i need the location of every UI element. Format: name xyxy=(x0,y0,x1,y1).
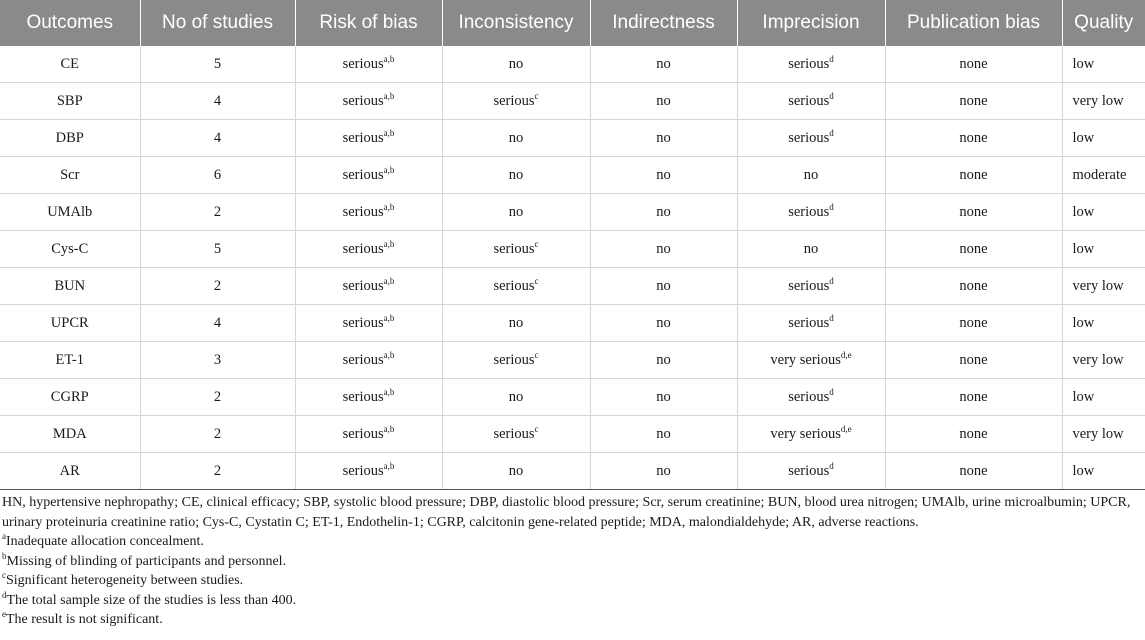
table-row xyxy=(0,416,1145,453)
cell-no-of-studies-text: 2 xyxy=(213,277,222,294)
cell-outcome-text: DBP xyxy=(55,129,84,146)
cell-inconsistency xyxy=(442,342,590,379)
cell-publication-bias xyxy=(885,453,1062,490)
footnote-marker: c xyxy=(534,275,539,286)
table-row xyxy=(0,379,1145,416)
cell-risk-of-bias xyxy=(295,46,442,83)
table-row xyxy=(0,231,1145,268)
cell-quality-text: very low xyxy=(1072,277,1124,294)
cell-inconsistency-text: serious xyxy=(493,277,535,294)
cell-imprecision-text: serious xyxy=(788,462,830,479)
cell-outcome-text: SBP xyxy=(56,92,83,109)
cell-imprecision xyxy=(737,268,885,305)
cell-outcome-text: AR xyxy=(59,462,80,479)
footnote-marker: d,e xyxy=(840,349,852,360)
cell-outcome xyxy=(0,46,140,83)
cell-inconsistency-text: no xyxy=(508,462,524,479)
cell-no-of-studies-text: 4 xyxy=(213,129,222,146)
cell-quality xyxy=(1062,342,1145,379)
cell-imprecision-text: very serious xyxy=(770,425,841,442)
footnote-mark: d xyxy=(2,589,7,600)
footnote-marker: a,b xyxy=(383,460,395,471)
footnote-marker: d xyxy=(829,53,834,64)
cell-imprecision xyxy=(737,379,885,416)
footnote-marker: a,b xyxy=(383,90,395,101)
header-imprecision: Imprecision xyxy=(737,0,885,46)
cell-indirectness xyxy=(590,231,737,268)
cell-quality-text: low xyxy=(1072,129,1095,146)
table-header-row xyxy=(0,0,1145,46)
cell-quality xyxy=(1062,379,1145,416)
footnote-marker: a,b xyxy=(383,423,395,434)
footnote-item xyxy=(2,532,1142,552)
cell-inconsistency-text: no xyxy=(508,388,524,405)
cell-no-of-studies-text: 2 xyxy=(213,388,222,405)
table-row xyxy=(0,268,1145,305)
cell-publication-bias xyxy=(885,46,1062,83)
cell-risk-of-bias-text: serious xyxy=(342,351,384,368)
cell-indirectness-text: no xyxy=(656,388,671,405)
cell-indirectness xyxy=(590,83,737,120)
cell-publication-bias-text: none xyxy=(959,462,988,479)
cell-imprecision-text: no xyxy=(803,240,819,257)
cell-no-of-studies-text: 3 xyxy=(213,351,222,368)
footnote-marker: a,b xyxy=(383,127,395,138)
footnote-marker: a,b xyxy=(383,238,395,249)
cell-quality-text: very low xyxy=(1072,351,1124,368)
cell-outcome xyxy=(0,342,140,379)
cell-publication-bias-text: none xyxy=(959,203,988,220)
cell-publication-bias-text: none xyxy=(959,388,988,405)
cell-publication-bias xyxy=(885,157,1062,194)
cell-quality-text: moderate xyxy=(1072,166,1127,183)
cell-indirectness-text: no xyxy=(656,425,671,442)
footnote-text: Significant heterogeneity between studies. xyxy=(6,573,244,588)
cell-inconsistency xyxy=(442,83,590,120)
cell-outcome-text: CE xyxy=(60,55,80,72)
cell-outcome xyxy=(0,416,140,453)
cell-publication-bias-text: none xyxy=(959,351,988,368)
footnote-marker: d xyxy=(829,127,834,138)
cell-quality xyxy=(1062,416,1145,453)
cell-indirectness-text: no xyxy=(656,462,671,479)
footnote-text: Missing of blinding of participants and personnel. xyxy=(6,553,287,569)
footnote-marker: a,b xyxy=(383,312,395,323)
cell-quality xyxy=(1062,305,1145,342)
cell-risk-of-bias-text: serious xyxy=(342,92,384,109)
cell-indirectness-text: no xyxy=(656,203,671,220)
cell-risk-of-bias xyxy=(295,342,442,379)
cell-no-of-studies-text: 5 xyxy=(213,55,222,72)
cell-inconsistency xyxy=(442,46,590,83)
footnote-mark: e xyxy=(2,609,6,619)
cell-imprecision xyxy=(737,83,885,120)
cell-quality xyxy=(1062,83,1145,120)
table-footnotes xyxy=(0,490,1144,630)
footnote-text: Inadequate allocation concealment. xyxy=(6,534,204,549)
cell-publication-bias-text: none xyxy=(959,240,988,257)
header-indirectness: Indirectness xyxy=(590,0,737,46)
cell-indirectness-text: no xyxy=(656,92,671,109)
cell-risk-of-bias-text: serious xyxy=(342,166,384,183)
cell-publication-bias-text: none xyxy=(959,92,988,109)
table-row xyxy=(0,46,1145,83)
cell-publication-bias xyxy=(885,231,1062,268)
header-no-of-studies: No of studies xyxy=(140,0,295,46)
footnote-marker: d xyxy=(829,312,834,323)
cell-imprecision xyxy=(737,305,885,342)
cell-inconsistency xyxy=(442,194,590,231)
cell-indirectness xyxy=(590,194,737,231)
table-row xyxy=(0,342,1145,379)
cell-no-of-studies xyxy=(140,268,295,305)
cell-outcome-text: MDA xyxy=(52,425,87,442)
footnote-marker: a,b xyxy=(383,275,395,286)
cell-risk-of-bias xyxy=(295,416,442,453)
cell-inconsistency-text: serious xyxy=(493,425,535,442)
cell-publication-bias-text: none xyxy=(959,55,988,72)
cell-quality xyxy=(1062,46,1145,83)
cell-publication-bias xyxy=(885,342,1062,379)
table-row xyxy=(0,305,1145,342)
cell-outcome-text: ET-1 xyxy=(55,351,84,368)
footnote-marker: c xyxy=(534,238,539,249)
cell-indirectness xyxy=(590,120,737,157)
cell-inconsistency xyxy=(442,268,590,305)
cell-indirectness-text: no xyxy=(656,314,671,331)
table-body xyxy=(0,46,1145,490)
cell-imprecision-text: serious xyxy=(788,388,830,405)
footnote-marker: d,e xyxy=(840,423,852,434)
footnote-list xyxy=(2,532,1142,630)
cell-publication-bias xyxy=(885,305,1062,342)
cell-risk-of-bias xyxy=(295,194,442,231)
footnote-text: The result is not significant. xyxy=(6,612,163,627)
header-risk-of-bias: Risk of bias xyxy=(295,0,442,46)
cell-quality-text: low xyxy=(1072,55,1095,72)
cell-quality-text: low xyxy=(1072,240,1095,257)
cell-indirectness xyxy=(590,268,737,305)
cell-publication-bias xyxy=(885,379,1062,416)
cell-publication-bias-text: none xyxy=(959,277,988,294)
footnote-marker: c xyxy=(534,90,539,101)
cell-inconsistency-text: no xyxy=(508,55,524,72)
cell-indirectness-text: no xyxy=(656,240,671,257)
cell-publication-bias-text: none xyxy=(959,129,988,146)
cell-imprecision-text: serious xyxy=(788,277,830,294)
cell-inconsistency-text: no xyxy=(508,203,524,220)
cell-outcome xyxy=(0,120,140,157)
cell-outcome-text: UMAlb xyxy=(47,203,93,220)
footnote-marker: c xyxy=(534,349,539,360)
footnote-marker: d xyxy=(829,386,834,397)
cell-indirectness xyxy=(590,453,737,490)
cell-indirectness-text: no xyxy=(656,277,671,294)
cell-indirectness xyxy=(590,305,737,342)
cell-imprecision-text: serious xyxy=(788,129,830,146)
cell-no-of-studies xyxy=(140,83,295,120)
cell-risk-of-bias xyxy=(295,120,442,157)
table-row xyxy=(0,83,1145,120)
cell-quality-text: low xyxy=(1072,388,1095,405)
cell-inconsistency xyxy=(442,416,590,453)
cell-outcome-text: CGRP xyxy=(50,388,89,405)
footnote-text: The total sample size of the studies is less than 400. xyxy=(6,592,297,608)
cell-risk-of-bias xyxy=(295,379,442,416)
cell-risk-of-bias xyxy=(295,157,442,194)
cell-outcome-text: Cys-C xyxy=(51,240,89,257)
header-quality: Quality xyxy=(1062,0,1145,46)
cell-imprecision-text: serious xyxy=(788,314,830,331)
cell-inconsistency-text: serious xyxy=(493,240,535,257)
cell-outcome xyxy=(0,231,140,268)
cell-indirectness-text: no xyxy=(656,55,671,72)
cell-quality-text: low xyxy=(1072,314,1095,331)
cell-inconsistency-text: no xyxy=(508,166,524,183)
cell-no-of-studies xyxy=(140,194,295,231)
cell-risk-of-bias-text: serious xyxy=(342,277,384,294)
cell-no-of-studies xyxy=(140,120,295,157)
cell-quality xyxy=(1062,231,1145,268)
footnote-mark: c xyxy=(2,570,6,580)
table-row xyxy=(0,453,1145,490)
cell-outcome xyxy=(0,305,140,342)
cell-no-of-studies-text: 5 xyxy=(213,240,222,257)
cell-outcome xyxy=(0,379,140,416)
cell-risk-of-bias-text: serious xyxy=(342,203,384,220)
footnote-mark: b xyxy=(2,550,7,561)
cell-outcome xyxy=(0,453,140,490)
cell-indirectness xyxy=(590,46,737,83)
footnote-marker: a,b xyxy=(383,164,395,175)
cell-no-of-studies-text: 6 xyxy=(213,166,222,183)
cell-publication-bias-text: none xyxy=(959,314,988,331)
cell-quality xyxy=(1062,194,1145,231)
footnote-item xyxy=(2,552,1142,572)
footnote-marker: d xyxy=(829,201,834,212)
cell-risk-of-bias-text: serious xyxy=(342,55,384,72)
footnote-marker: a,b xyxy=(383,386,395,397)
cell-inconsistency-text: no xyxy=(508,314,524,331)
footnote-marker: a,b xyxy=(383,349,395,360)
cell-imprecision-text: no xyxy=(803,166,819,183)
cell-indirectness xyxy=(590,157,737,194)
cell-imprecision xyxy=(737,416,885,453)
footnote-marker: d xyxy=(829,90,834,101)
cell-no-of-studies xyxy=(140,342,295,379)
cell-quality xyxy=(1062,157,1145,194)
cell-risk-of-bias xyxy=(295,83,442,120)
cell-no-of-studies xyxy=(140,46,295,83)
footnote-item xyxy=(2,591,1142,611)
cell-imprecision xyxy=(737,120,885,157)
cell-no-of-studies-text: 2 xyxy=(213,203,222,220)
cell-indirectness xyxy=(590,379,737,416)
cell-inconsistency-text: serious xyxy=(493,351,535,368)
cell-quality-text: very low xyxy=(1072,92,1124,109)
table-row xyxy=(0,194,1145,231)
header-outcomes: Outcomes xyxy=(0,0,140,46)
cell-risk-of-bias-text: serious xyxy=(342,425,384,442)
cell-indirectness-text: no xyxy=(656,166,671,183)
cell-outcome xyxy=(0,194,140,231)
cell-no-of-studies xyxy=(140,305,295,342)
footnote-marker: d xyxy=(829,460,834,471)
cell-no-of-studies-text: 4 xyxy=(213,314,222,331)
cell-outcome xyxy=(0,268,140,305)
cell-risk-of-bias-text: serious xyxy=(342,388,384,405)
cell-imprecision-text: serious xyxy=(788,92,830,109)
cell-no-of-studies-text: 2 xyxy=(213,462,222,479)
footnote-marker: c xyxy=(534,423,539,434)
cell-publication-bias-text: none xyxy=(959,425,988,442)
cell-quality-text: low xyxy=(1072,462,1095,479)
cell-no-of-studies xyxy=(140,416,295,453)
cell-imprecision xyxy=(737,157,885,194)
cell-quality xyxy=(1062,453,1145,490)
cell-imprecision-text: serious xyxy=(788,203,830,220)
cell-quality xyxy=(1062,268,1145,305)
cell-risk-of-bias xyxy=(295,231,442,268)
cell-no-of-studies xyxy=(140,231,295,268)
table-row xyxy=(0,120,1145,157)
cell-risk-of-bias-text: serious xyxy=(342,314,384,331)
cell-inconsistency-text: serious xyxy=(493,92,535,109)
cell-publication-bias xyxy=(885,194,1062,231)
cell-risk-of-bias-text: serious xyxy=(342,462,384,479)
cell-imprecision xyxy=(737,453,885,490)
table-row xyxy=(0,157,1145,194)
header-publication-bias: Publication bias xyxy=(885,0,1062,46)
cell-imprecision xyxy=(737,342,885,379)
cell-outcome-text: BUN xyxy=(54,277,86,294)
cell-risk-of-bias-text: serious xyxy=(342,129,384,146)
cell-no-of-studies xyxy=(140,157,295,194)
cell-inconsistency xyxy=(442,120,590,157)
cell-risk-of-bias-text: serious xyxy=(342,240,384,257)
cell-quality-text: low xyxy=(1072,203,1095,220)
cell-quality-text: very low xyxy=(1072,425,1124,442)
cell-imprecision-text: serious xyxy=(788,55,830,72)
cell-indirectness-text: no xyxy=(656,351,671,368)
cell-imprecision xyxy=(737,194,885,231)
footnote-mark: a xyxy=(2,531,6,541)
cell-inconsistency xyxy=(442,231,590,268)
cell-outcome-text: UPCR xyxy=(50,314,89,331)
cell-imprecision xyxy=(737,46,885,83)
cell-publication-bias xyxy=(885,120,1062,157)
cell-risk-of-bias xyxy=(295,305,442,342)
cell-publication-bias xyxy=(885,268,1062,305)
abbreviations-note: HN, hypertensive nephropathy; CE, clinical efficacy; SBP, systolic blood pressure; DBP, diastolic blood pressure; Scr, serum creatinine; BUN, blood urea nitrogen; UMAlb, urine microalbumin; UPCR, urinary proteinuria creatinine ratio; Cys-C, Cystatin C; ET-1, Endothelin-1; CGRP, calcitonin gene-related peptide; MDA, malondialdehyde; AR, adverse reactions. xyxy=(2,495,1131,530)
footnote-item xyxy=(2,571,1142,591)
footnote-marker: a,b xyxy=(383,201,395,212)
cell-no-of-studies-text: 2 xyxy=(213,425,222,442)
cell-inconsistency xyxy=(442,305,590,342)
cell-no-of-studies xyxy=(140,453,295,490)
footnote-item xyxy=(2,610,1142,630)
cell-outcome xyxy=(0,83,140,120)
cell-indirectness-text: no xyxy=(656,129,671,146)
header-inconsistency: Inconsistency xyxy=(442,0,590,46)
cell-risk-of-bias xyxy=(295,268,442,305)
cell-imprecision-text: very serious xyxy=(770,351,841,368)
cell-imprecision xyxy=(737,231,885,268)
cell-inconsistency xyxy=(442,157,590,194)
cell-publication-bias xyxy=(885,83,1062,120)
cell-publication-bias xyxy=(885,416,1062,453)
cell-indirectness xyxy=(590,416,737,453)
cell-outcome-text: Scr xyxy=(60,166,80,183)
cell-indirectness xyxy=(590,342,737,379)
footnote-marker: d xyxy=(829,275,834,286)
cell-publication-bias-text: none xyxy=(959,166,988,183)
cell-inconsistency xyxy=(442,453,590,490)
cell-outcome xyxy=(0,157,140,194)
cell-inconsistency-text: no xyxy=(508,129,524,146)
cell-no-of-studies xyxy=(140,379,295,416)
cell-no-of-studies-text: 4 xyxy=(213,92,222,109)
cell-quality xyxy=(1062,120,1145,157)
footnote-marker: a,b xyxy=(383,53,395,64)
cell-inconsistency xyxy=(442,379,590,416)
cell-risk-of-bias xyxy=(295,453,442,490)
